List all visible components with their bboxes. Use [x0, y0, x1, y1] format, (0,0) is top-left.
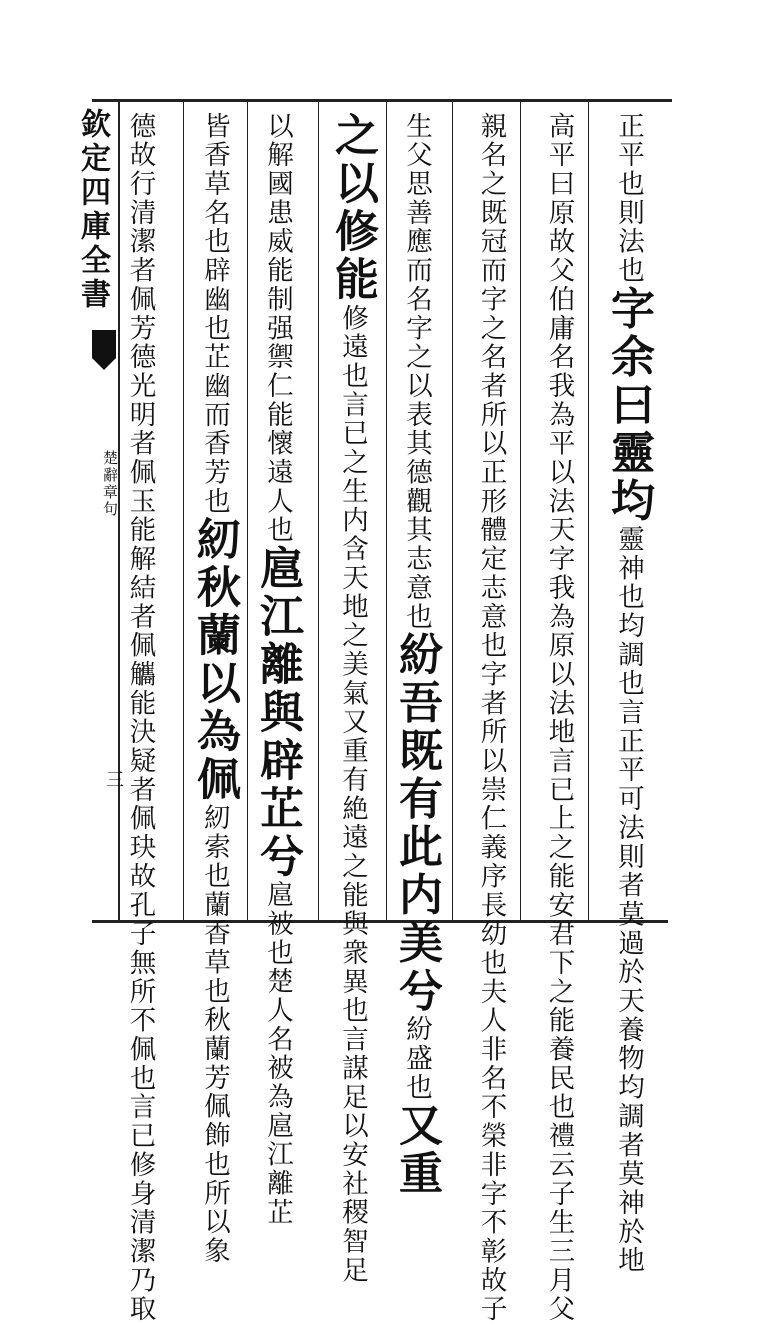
book-label: 楚辭章句: [101, 450, 119, 518]
commentary-text-segment: 親名之既冠而字之名者所以正形體定志意也字者所以崇仁義序長幼也夫人非名不榮非字不彰故子: [475, 112, 507, 1324]
margin-title: 欽定四庫全書: [75, 108, 110, 312]
commentary-text-segment: 高平曰原故父伯庸名我為平以法天字我為原以法地言已上之能安君下之能養民也禮云子生三月父: [543, 112, 575, 1324]
column-divider: [520, 99, 521, 920]
text-column-1: [603, 112, 654, 1276]
text-column-8: [124, 112, 156, 1324]
folio-number: 三: [103, 770, 124, 788]
column-divider: [386, 99, 387, 920]
top-border-line: [92, 99, 672, 102]
column-divider: [183, 99, 184, 920]
bottom-border-line: [92, 920, 668, 923]
main-text-segment: 扈江離與辟芷兮: [252, 544, 303, 881]
commentary-text-segment: 扈被也楚人名被為扈江離芷: [262, 880, 293, 1227]
text-column-3: [475, 112, 507, 1324]
commentary-text-segment: 紉索也蘭香草也秋蘭芳佩飾也所以象: [199, 803, 230, 1266]
commentary-text-segment: 德故行清潔者佩芳德光明者佩玉能解結者佩觿能決疑者佩玦故孔子無所不佩也言已修身清潔乃取: [124, 112, 156, 1324]
column-divider: [588, 99, 589, 920]
main-text-segment: 字余曰靈均: [603, 285, 654, 526]
main-text-segment: 紛吾既有此内美兮: [391, 631, 442, 1016]
commentary-text-segment: 紛盛也: [401, 1015, 432, 1102]
commentary-text-segment: 以解國患威能制强禦仁能懷遠人也: [262, 112, 293, 545]
commentary-text-segment: 正平也則法也: [613, 112, 644, 286]
column-divider: [452, 99, 453, 920]
fishtail-mark: [92, 330, 116, 370]
main-text-segment: 之以修能: [327, 112, 378, 304]
text-column-6: [252, 112, 303, 1227]
main-text-segment: 又重: [391, 1101, 442, 1198]
text-column-5: [327, 112, 378, 1285]
commentary-text-segment: 修遠也言已之生内含天地之美氣又重有絶遠之能與衆異也言謀足以安社稷智足: [337, 304, 368, 1285]
commentary-text-segment: 皆香草名也辟幽也芷幽而香芳也: [199, 112, 230, 516]
text-column-4: [391, 112, 442, 1198]
text-column-2: [543, 112, 575, 1324]
commentary-text-segment: 靈神也均調也言正平可法則者莫過於天養物均調者莫神於地: [613, 525, 644, 1276]
column-divider: [318, 99, 319, 920]
commentary-text-segment: 生父思善應而名字之以表其德觀其志意也: [401, 112, 432, 632]
text-column-7: [189, 112, 240, 1266]
column-divider: [247, 99, 248, 920]
main-text-segment: 紉秋蘭以為佩: [189, 515, 240, 804]
